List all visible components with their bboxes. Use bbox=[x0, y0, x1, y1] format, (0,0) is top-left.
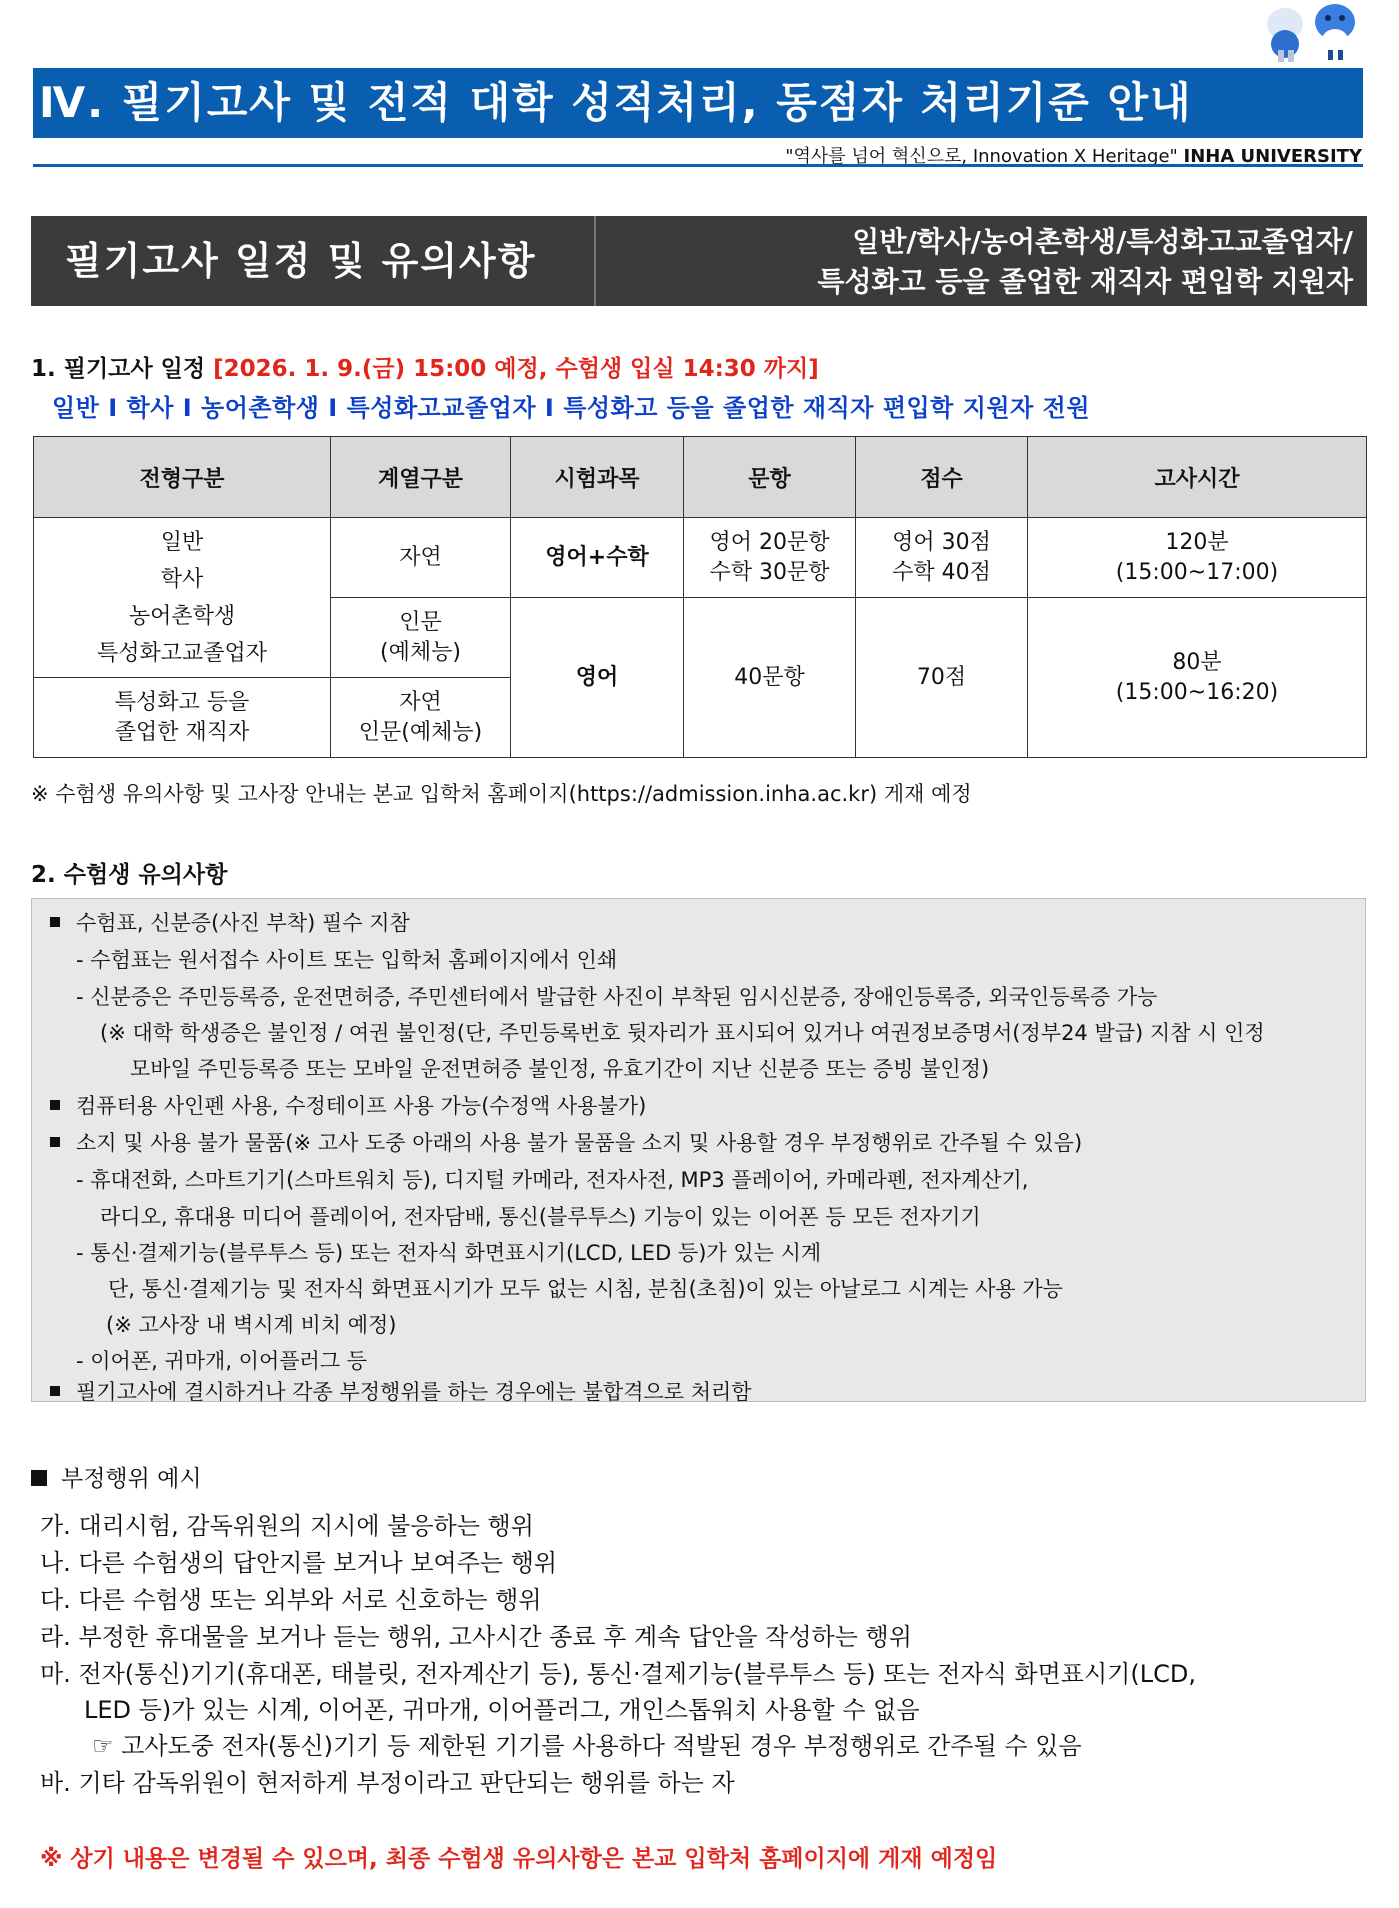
misconduct-item: 마. 전자(통신)기기(휴대폰, 태블릿, 전자계산기 등), 통신·결제기능(블루투스 등) 또는 전자식 화면표시기(LCD, bbox=[40, 1660, 1196, 1688]
caution-item bbox=[50, 1090, 646, 1120]
caution-text: 필기고사에 결시하거나 각종 부정행위를 하는 경우에는 불합격으로 처리함 bbox=[76, 1380, 752, 1404]
col-header: 계열구분 bbox=[331, 437, 511, 518]
admission-type: 농어촌학생 bbox=[128, 603, 236, 629]
admission-type: 학사 bbox=[160, 566, 204, 592]
caution-subitem: (※ 고사장 내 벽시계 비치 예정) bbox=[106, 1313, 397, 1337]
slogan-divider bbox=[33, 164, 1363, 167]
misconduct-item: 라. 부정한 휴대물을 보거나 듣는 행위, 고사시간 종료 후 계속 답안을 작성하는 행위 bbox=[40, 1623, 912, 1651]
score-english: 영어 30점 bbox=[892, 529, 991, 555]
score-math: 수학 40점 bbox=[892, 559, 991, 585]
time-cell bbox=[1028, 518, 1367, 598]
track-label: 인문(예체능) bbox=[358, 719, 483, 745]
questions-math: 수학 30문항 bbox=[709, 559, 830, 585]
admission-type: 졸업한 재직자 bbox=[114, 719, 250, 745]
admission-type: 특성화고교졸업자 bbox=[96, 640, 268, 666]
score-cell bbox=[856, 518, 1028, 598]
caution-subitem: (※ 대학 학생증은 불인정 / 여권 불인정(단, 주민등록번호 뒷자리가 표시되어 있거나 여권정보증명서(정부24 발급) 지참 시 인정 bbox=[100, 1021, 1265, 1045]
caution-subitem: 라디오, 휴대용 미디어 플레이어, 전자담배, 통신(블루투스) 기능이 있는 이어폰 등 모든 전자기기 bbox=[100, 1205, 981, 1229]
section-title: 필기고사 일정 및 유의사항 bbox=[31, 216, 596, 306]
misconduct-item: 바. 기타 감독위원이 현저하게 부정이라고 판단되는 행위를 하는 자 bbox=[40, 1769, 735, 1797]
track-cell: 자연 bbox=[331, 518, 511, 598]
time-cell bbox=[1028, 598, 1367, 758]
time-range: (15:00~16:20) bbox=[1115, 679, 1279, 705]
subject-cell: 영어+수학 bbox=[511, 518, 684, 598]
schedule-note: ※ 수험생 유의사항 및 고사장 안내는 본교 입학처 홈페이지(https://admission.inha.ac.kr) 게재 예정 bbox=[31, 782, 972, 806]
caution-text: 소지 및 사용 불가 물품(※ 고사 도중 아래의 사용 불가 물품을 소지 및 사용할 경우 부정행위로 간주될 수 있음) bbox=[76, 1131, 1083, 1155]
caution-subitem: - 신분증은 주민등록증, 운전면허증, 주민센터에서 발급한 사진이 부착된 임시신분증, 장애인등록증, 외국인등록증 가능 bbox=[76, 985, 1158, 1009]
caution-subitem: - 휴대전화, 스마트기기(스마트워치 등), 디지털 카메라, 전자사전, MP3 플레이어, 카메라펜, 전자계산기, bbox=[76, 1168, 1029, 1192]
track-cell bbox=[331, 678, 511, 758]
page-title-banner: Ⅳ. 필기고사 및 전적 대학 성적처리, 동점자 처리기준 안내 bbox=[33, 68, 1363, 138]
misconduct-heading-text: 부정행위 예시 bbox=[61, 1466, 202, 1492]
admission-types-cell bbox=[34, 678, 331, 758]
col-header: 시험과목 bbox=[511, 437, 684, 518]
slogan-text: "역사를 넘어 혁신으로, Innovation X Heritage" bbox=[785, 146, 1178, 167]
bullet-square-icon bbox=[50, 1386, 60, 1396]
cautions-box bbox=[31, 898, 1366, 1402]
bullet-square-icon bbox=[50, 917, 60, 927]
col-header: 전형구분 bbox=[34, 437, 331, 518]
misconduct-heading bbox=[31, 1460, 202, 1493]
questions-cell bbox=[684, 518, 856, 598]
admission-type: 특성화고 등을 bbox=[114, 689, 250, 715]
schedule-heading-label: 1. 필기고사 일정 bbox=[31, 356, 214, 382]
section-header bbox=[31, 216, 1367, 306]
cautions-heading: 2. 수험생 유의사항 bbox=[31, 862, 228, 888]
footer-note: ※ 상기 내용은 변경될 수 있으며, 최종 수험생 유의사항은 본교 입학처 홈페이지에 게재 예정임 bbox=[40, 1846, 998, 1872]
caution-item bbox=[50, 1376, 752, 1406]
section-targets-line1: 일반/학사/농어촌학생/특성화고교졸업자/ bbox=[852, 225, 1353, 258]
exam-schedule-table bbox=[33, 436, 1367, 758]
caution-item bbox=[50, 907, 410, 937]
time-duration: 120분 bbox=[1165, 529, 1229, 555]
admission-types-cell bbox=[34, 518, 331, 678]
misconduct-item: 나. 다른 수험생의 답안지를 보거나 보여주는 행위 bbox=[40, 1549, 558, 1577]
caution-item bbox=[50, 1127, 1082, 1157]
misconduct-item: 가. 대리시험, 감독위원의 지시에 불응하는 행위 bbox=[40, 1512, 534, 1540]
university-name: INHA UNIVERSITY bbox=[1183, 146, 1362, 167]
mascot-logo bbox=[1240, 0, 1370, 62]
misconduct-item-continued: LED 등)가 있는 시계, 이어폰, 귀마개, 이어플러그, 개인스톱워치 사용할 수 없음 bbox=[84, 1696, 920, 1724]
table-row bbox=[34, 518, 1367, 598]
col-header: 문항 bbox=[684, 437, 856, 518]
col-header: 고사시간 bbox=[1028, 437, 1367, 518]
track-label: (예체능) bbox=[380, 639, 461, 665]
caution-text: 컴퓨터용 사인펜 사용, 수정테이프 사용 가능(수정액 사용불가) bbox=[76, 1094, 647, 1118]
bullet-square-icon bbox=[50, 1100, 60, 1110]
time-range: (15:00~17:00) bbox=[1115, 559, 1279, 585]
caution-subitem: - 이어폰, 귀마개, 이어플러그 등 bbox=[76, 1349, 368, 1373]
section-targets bbox=[817, 222, 1353, 302]
track-label: 인문 bbox=[399, 609, 442, 635]
bullet-square-icon bbox=[50, 1137, 60, 1147]
caution-text: 수험표, 신분증(사진 부착) 필수 지참 bbox=[76, 911, 410, 935]
caution-subitem: - 통신·결제기능(블루투스 등) 또는 전자식 화면표시기(LCD, LED 등)가 있는 시계 bbox=[76, 1241, 822, 1265]
caution-subitem: 단, 통신·결제기능 및 전자식 화면표시기가 모두 없는 시침, 분침(초침)이 있는 아날로그 시계는 사용 가능 bbox=[108, 1277, 1063, 1301]
subject-cell: 영어 bbox=[511, 598, 684, 758]
misconduct-item: 다. 다른 수험생 또는 외부와 서로 신호하는 행위 bbox=[40, 1586, 542, 1614]
track-cell bbox=[331, 598, 511, 678]
table-header-row bbox=[34, 437, 1367, 518]
time-duration: 80분 bbox=[1172, 649, 1222, 675]
caution-subitem: - 수험표는 원서접수 사이트 또는 입학처 홈페이지에서 인쇄 bbox=[76, 948, 618, 972]
section-targets-line2: 특성화고 등을 졸업한 재직자 편입학 지원자 bbox=[817, 265, 1353, 298]
caution-subitem: 모바일 주민등록증 또는 모바일 운전면허증 불인정, 유효기간이 지난 신분증 또는 증빙 불인정) bbox=[130, 1057, 990, 1081]
questions-english: 영어 20문항 bbox=[709, 529, 830, 555]
questions-cell: 40문항 bbox=[684, 598, 856, 758]
col-header: 점수 bbox=[856, 437, 1028, 518]
score-cell: 70점 bbox=[856, 598, 1028, 758]
bullet-square-icon bbox=[31, 1470, 47, 1486]
schedule-heading bbox=[31, 350, 819, 383]
track-label: 자연 bbox=[399, 689, 442, 715]
admission-type: 일반 bbox=[160, 529, 204, 555]
applicant-list: 일반 I 학사 I 농어촌학생 I 특성화고교졸업자 I 특성화고 등을 졸업한 재직자 편입학 지원자 전원 bbox=[52, 394, 1091, 422]
schedule-datetime: [2026. 1. 9.(금) 15:00 예정, 수험생 입실 14:30 까지] bbox=[213, 356, 819, 382]
misconduct-item-note: ☞ 고사도중 전자(통신)기기 등 제한된 기기를 사용하다 적발된 경우 부정행위로 간주될 수 있음 bbox=[92, 1732, 1082, 1760]
